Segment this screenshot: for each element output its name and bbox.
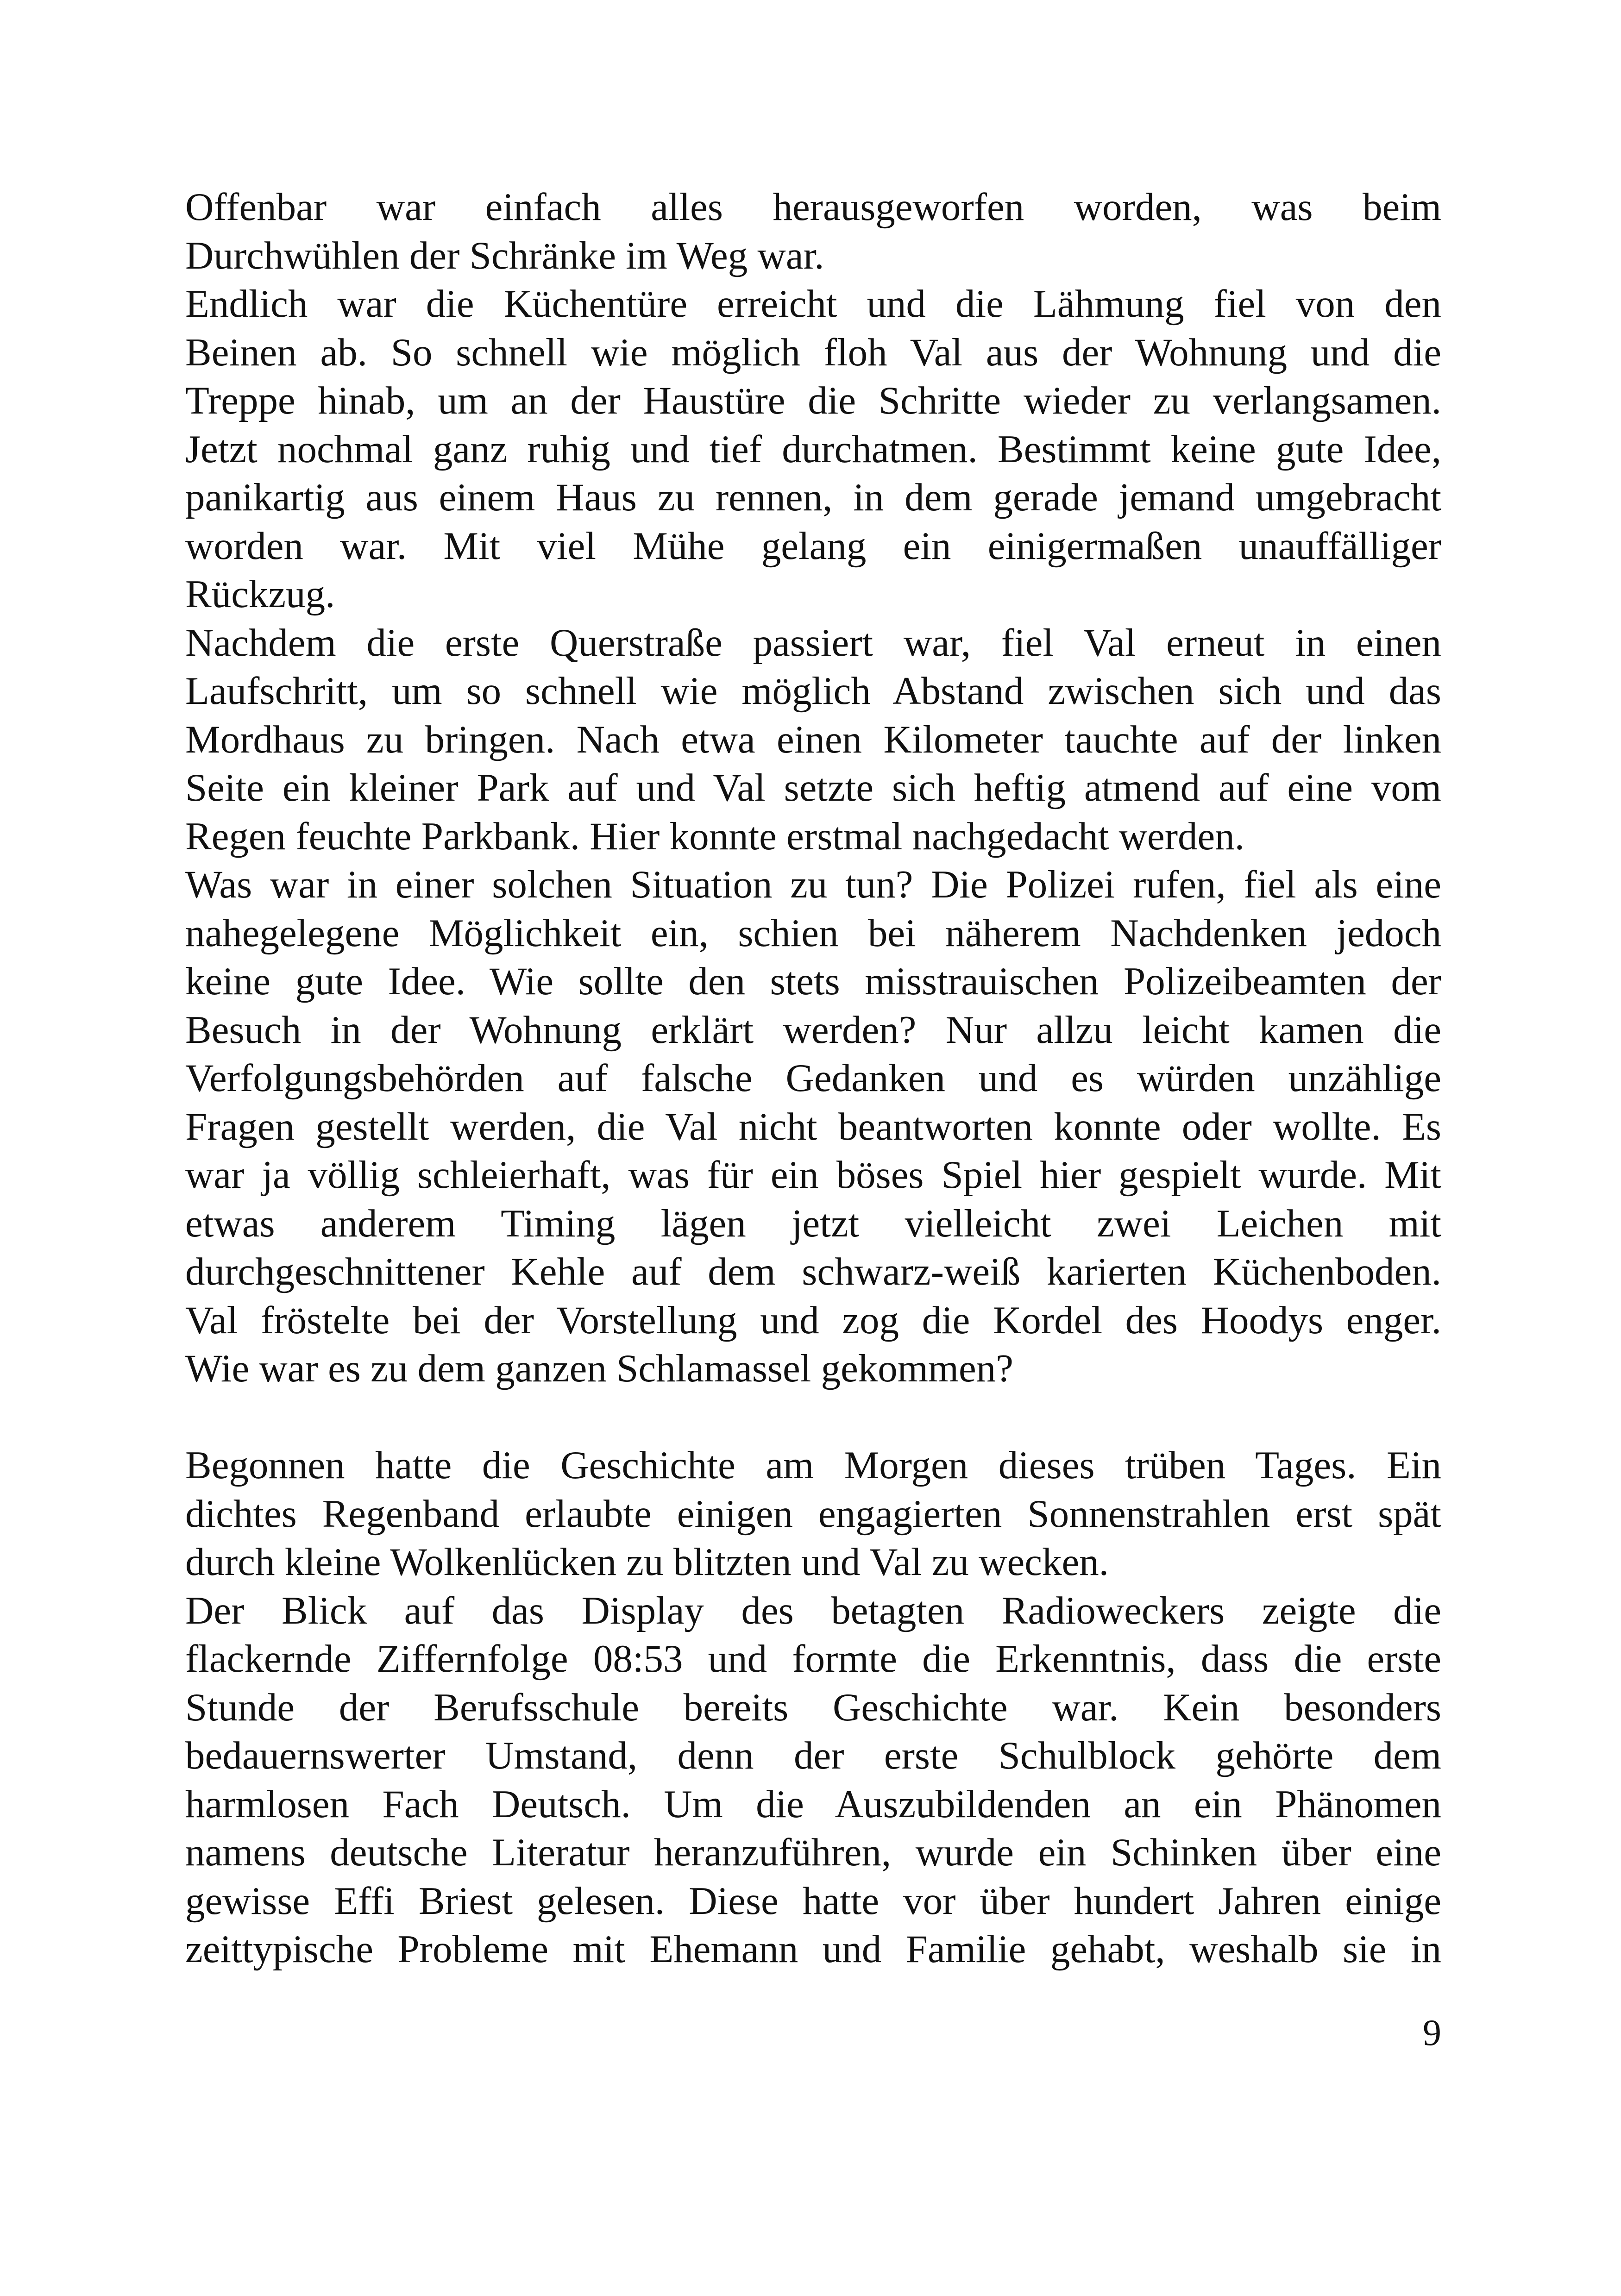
text-line: keine gute Idee. Wie sollte den stets misstrauischen Polizeibeamten der [185,960,1441,1003]
page-number: 9 [1423,2013,1441,2053]
text-line: Seite ein kleiner Park auf und Val setzte sich heftig atmend auf eine vom [185,766,1441,809]
paragraph [185,1441,1441,1587]
paragraph [185,1587,1441,1974]
text-line: Regen feuchte Parkbank. Hier konnte erstmal nachgedacht werden. [185,814,1244,858]
text-line: panikartig aus einem Haus zu rennen, in dem gerade jemand umgebracht [185,476,1441,519]
text-line: Fragen gestellt werden, die Val nicht beantworten konnte oder wollte. Es [185,1104,1441,1148]
text-line: Val fröstelte bei der Vorstellung und zog die Kordel des Hoodys enger. [185,1298,1441,1342]
text-line: Wie war es zu dem ganzen Schlamassel gekommen? [185,1347,1013,1390]
paragraph [185,183,1441,280]
paragraph [185,619,1441,861]
text-line: gewisse Effi Briest gelesen. Diese hatte vor über hundert Jahren einige [185,1879,1441,1923]
text-line: Was war in einer solchen Situation zu tun? Die Polizei rufen, fiel als eine [185,863,1441,906]
body-text [185,183,1441,1974]
text-line: zeittypische Probleme mit Ehemann und Familie gehabt, weshalb sie in [185,1927,1441,1971]
text-line: Nachdem die erste Querstraße passiert war, fiel Val erneut in einen [185,621,1441,665]
text-line: Endlich war die Küchentüre erreicht und die Lähmung fiel von den [185,282,1441,326]
paragraph [185,860,1441,1393]
text-line: etwas anderem Timing lägen jetzt vielleicht zwei Leichen mit [185,1201,1441,1245]
text-line: dichtes Regenband erlaubte einigen engagierten Sonnenstrahlen erst spät [185,1492,1441,1536]
text-line: nahegelegene Möglichkeit ein, schien bei näherem Nachdenken jedoch [185,911,1441,955]
text-line: Beinen ab. So schnell wie möglich floh Val aus der Wohnung und die [185,330,1441,374]
text-line: flackernde Ziffernfolge 08:53 und formte die Erkenntnis, dass die erste [185,1637,1441,1681]
text-line: Der Blick auf das Display des betagten Radioweckers zeigte die [185,1588,1441,1632]
text-line: Jetzt nochmal ganz ruhig und tief durchatmen. Bestimmt keine gute Idee, [185,427,1441,471]
text-line: Offenbar war einfach alles herausgeworfen worden, was beim [185,185,1441,229]
text-line: Begonnen hatte die Geschichte am Morgen dieses trüben Tages. Ein [185,1443,1441,1487]
text-line: Stunde der Berufsschule bereits Geschichte war. Kein besonders [185,1685,1441,1729]
text-line: bedauernswerter Umstand, denn der erste Schulblock gehörte dem [185,1734,1441,1777]
text-line: Treppe hinab, um an der Haustüre die Schritte wieder zu verlangsamen. [185,379,1441,422]
text-line: durchgeschnittener Kehle auf dem schwarz-weiß karierten Küchenboden. [185,1250,1441,1293]
text-line: harmlosen Fach Deutsch. Um die Auszubildenden an ein Phänomen [185,1782,1441,1826]
text-line: Verfolgungsbehörden auf falsche Gedanken und es würden unzählige [185,1056,1441,1100]
paragraph [185,280,1441,619]
text-line: war ja völlig schleierhaft, was für ein böses Spiel hier gespielt wurde. Mit [185,1153,1441,1197]
text-line: Laufschritt, um so schnell wie möglich Abstand zwischen sich und das [185,669,1441,713]
text-line: Besuch in der Wohnung erklärt werden? Nur allzu leicht kamen die [185,1008,1441,1052]
text-line: Durchwühlen der Schränke im Weg war. [185,233,824,277]
text-line: worden war. Mit viel Mühe gelang ein einigermaßen unauffälliger [185,524,1441,568]
text-line: durch kleine Wolkenlücken zu blitzten und Val zu wecken. [185,1540,1109,1584]
paragraph-gap [185,1393,1441,1442]
text-line: Mordhaus zu bringen. Nach etwa einen Kilometer tauchte auf der linken [185,717,1441,761]
text-line: namens deutsche Literatur heranzuführen, wurde ein Schinken über eine [185,1831,1441,1874]
text-line: Rückzug. [185,572,335,616]
